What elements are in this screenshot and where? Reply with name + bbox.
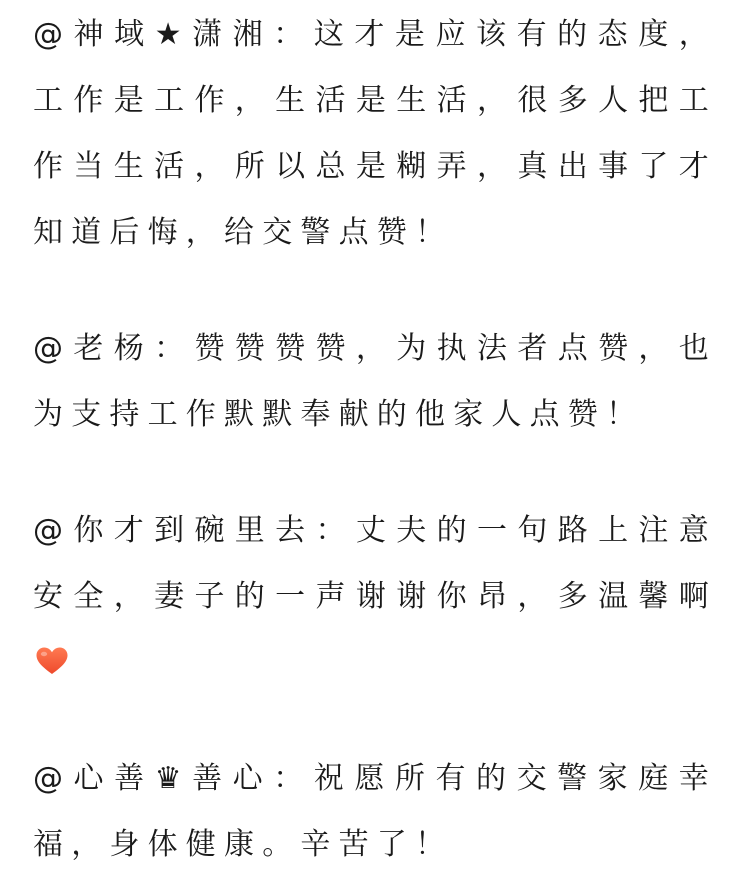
comment-4 xyxy=(33,746,717,878)
comment-2 xyxy=(33,316,717,448)
comment-1 xyxy=(33,0,717,266)
heart-icon xyxy=(35,646,69,676)
comment-4-text: @心善♛善心：祝愿所有的交警家庭幸福，身体健康。辛苦了！ xyxy=(33,761,717,862)
comment-3-text: @你才到碗里去：丈夫的一句路上注意安全，妻子的一声谢谢你昂，多温馨啊 xyxy=(33,513,717,614)
comment-3 xyxy=(33,498,717,696)
comment-2-text: @老杨：赞赞赞赞，为执法者点赞，也为支持工作默默奉献的他家人点赞！ xyxy=(33,331,717,432)
comment-1-text: @神域★潇湘：这才是应该有的态度，工作是工作，生活是生活，很多人把工作当生活，所以总是糊弄，真出事了才知道后悔，给交警点赞！ xyxy=(33,17,717,250)
comment-list xyxy=(33,0,717,862)
